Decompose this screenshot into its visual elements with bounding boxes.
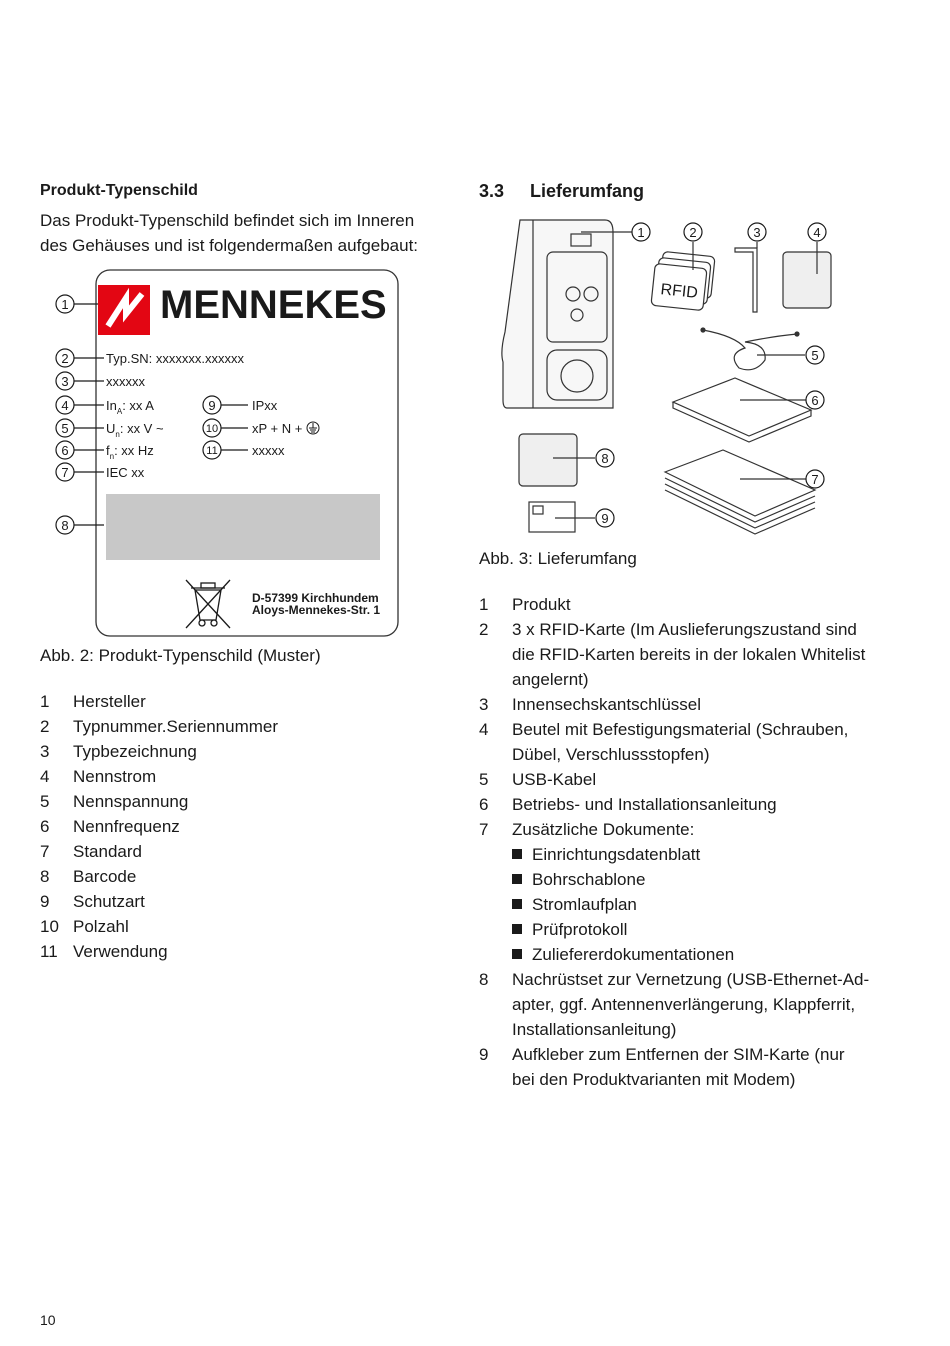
legend-text: Typnummer.Seriennummer [73,717,279,736]
svg-text:6: 6 [811,393,819,408]
delivery-item-number: 2 [479,620,489,639]
delivery-item-line: USB-Kabel [512,770,597,789]
svg-text:4: 4 [813,225,821,240]
caption-fig-3: Abb. 3: Lieferumfang [479,549,637,568]
mounting-bag-icon [783,252,831,308]
legend-text: Nennspannung [73,792,189,811]
documents-stack-icon [665,450,815,534]
fig3-callout-3 [748,223,766,241]
manual-booklet-icon [673,378,811,442]
brand-text: MENNEKES [160,283,387,327]
standard-text: IEC xx [106,465,145,480]
fig3-callout-7 [806,470,824,488]
square-bullet-icon [512,924,522,934]
fig3-callout-6 [806,391,824,409]
delivery-item-line: Dübel, Verschlussstopfen) [512,745,710,764]
section-number: 3.3 [479,181,505,201]
address-line-2: Aloys-Mennekes-Str. 1 [252,603,381,617]
legend-text: Nennfrequenz [73,817,180,836]
frequency-text: $f_n$: xx Hz [106,443,154,461]
delivery-item-number: 6 [479,795,489,814]
type-plate-figure [50,268,410,640]
section-title: Lieferumfang [530,181,645,201]
ip-text: IPxx [252,398,278,413]
svg-text:3: 3 [61,374,69,389]
svg-text:2: 2 [689,225,697,240]
svg-text:9: 9 [208,398,216,413]
svg-text:2: 2 [61,351,69,366]
legend-number: 1 [40,692,50,711]
callout-1 [56,295,98,313]
delivery-item-number: 7 [479,820,489,839]
legend-text: Typbezeichnung [73,742,197,761]
legend-number: 3 [40,742,50,761]
legend-text: Hersteller [73,692,146,711]
delivery-item-line: Innensechskantschlüssel [512,695,702,714]
square-bullet-icon [512,874,522,884]
square-bullet-icon [512,899,522,909]
mennekes-logo-icon [98,285,150,335]
poles-text: xP + N + [252,421,303,436]
legend-text: Barcode [73,867,137,886]
address-line-1: D-57399 Kirchhundem [252,591,379,605]
barcode-area [106,494,380,560]
legend-text: Verwendung [73,942,168,961]
sub-item-text: Einrichtungsdatenblatt [532,845,701,864]
intro-line-2: des Gehäuses und ist folgendermaßen aufgebaut: [40,236,419,255]
delivery-item-line: Zusätzliche Dokumente: [512,820,695,839]
delivery-item-line: Betriebs- und Installationsanleitung [512,795,777,814]
legend-text: Nennstrom [73,767,157,786]
sub-item [512,917,627,942]
network-kit-icon [519,434,577,486]
sub-item-text: Stromlaufplan [532,895,637,914]
legend-number: 6 [40,817,50,836]
delivery-item-number: 8 [479,970,489,989]
svg-text:11: 11 [206,445,218,457]
rfid-card-text: RFID [659,281,699,302]
fig3-callout-4 [808,223,826,241]
svg-text:4: 4 [61,398,69,413]
sub-item [512,942,734,967]
fig3-callout-1 [632,223,650,241]
delivery-item-line: 3 x RFID-Karte (Im Auslieferungszustand sind [512,620,857,639]
svg-text:8: 8 [601,451,609,466]
hex-key-icon [735,248,757,312]
sub-item-text: Zuliefererdokumentationen [532,945,735,964]
square-bullet-icon [512,849,522,859]
legend-number: 5 [40,792,50,811]
svg-text:7: 7 [61,465,69,480]
legend-text: Polzahl [73,917,129,936]
sub-item [512,892,637,917]
svg-text:1: 1 [637,225,645,240]
legend-number: 4 [40,767,50,786]
delivery-item-number: 5 [479,770,489,789]
sub-item-text: Prüfprotokoll [532,920,628,939]
heading-typenschild: Produkt-Typenschild [40,182,198,199]
legend-number: 9 [40,892,50,911]
delivery-item-line: apter, ggf. Antennenverlängerung, Klappferrit, [512,995,856,1014]
svg-text:6: 6 [61,443,69,458]
delivery-item-line: Nachrüstset zur Vernetzung (USB-Ethernet-Ad- [512,970,870,989]
delivery-item-number: 1 [479,595,489,614]
delivery-item-line: Aufkleber zum Entfernen der SIM-Karte (nur [512,1045,845,1064]
caption-fig-2: Abb. 2: Produkt-Typenschild (Muster) [40,646,321,665]
intro-line-1: Das Produkt-Typenschild befindet sich im Inneren [40,211,415,230]
sub-item [512,867,645,892]
sub-item-text: Bohrschablone [532,870,646,889]
legend-number: 7 [40,842,50,861]
delivery-figure [495,212,840,542]
sim-sticker-icon [529,502,575,532]
legend-number: 8 [40,867,50,886]
legend-text: Schutzart [73,892,145,911]
delivery-item-line: Installationsanleitung) [512,1020,677,1039]
svg-text:5: 5 [811,348,819,363]
svg-text:5: 5 [61,421,69,436]
charging-station-icon [502,220,613,408]
delivery-item-number: 4 [479,720,489,739]
svg-text:8: 8 [61,518,69,533]
square-bullet-icon [512,949,522,959]
fig3-callout-9 [596,509,614,527]
svg-text:3: 3 [753,225,761,240]
legend-text: Standard [73,842,142,861]
voltage-text: $U_n$: xx V ~ [106,421,164,439]
usb-cable-icon [701,328,799,370]
fig3-callout-8 [596,449,614,467]
fig3-callout-5 [806,346,824,364]
svg-text:7: 7 [811,472,819,487]
delivery-item-line: Produkt [512,595,571,614]
typ-sn-text: Typ.SN: xxxxxxx.xxxxxx [106,351,244,366]
type-text: xxxxxx [106,374,145,389]
sub-item [512,842,700,867]
svg-text:9: 9 [601,511,609,526]
usage-text: xxxxx [252,443,285,458]
legend-number: 10 [40,917,59,936]
delivery-item-line: Beutel mit Befestigungsmaterial (Schrauben, [512,720,849,739]
delivery-item-line: bei den Produktvarianten mit Modem) [512,1070,796,1089]
svg-text:1: 1 [61,297,69,312]
current-text: $In_A$: xx A [106,398,154,416]
legend-number: 2 [40,717,50,736]
page-number: 10 [40,1312,56,1328]
delivery-item-number: 9 [479,1045,489,1064]
svg-text:10: 10 [205,423,219,435]
delivery-item-line: die RFID-Karten bereits in der lokalen Whitelist [512,645,866,664]
delivery-item-number: 3 [479,695,489,714]
fig3-callout-2 [684,223,702,241]
delivery-item-line: angelernt) [512,670,589,689]
legend-number: 11 [40,942,58,961]
